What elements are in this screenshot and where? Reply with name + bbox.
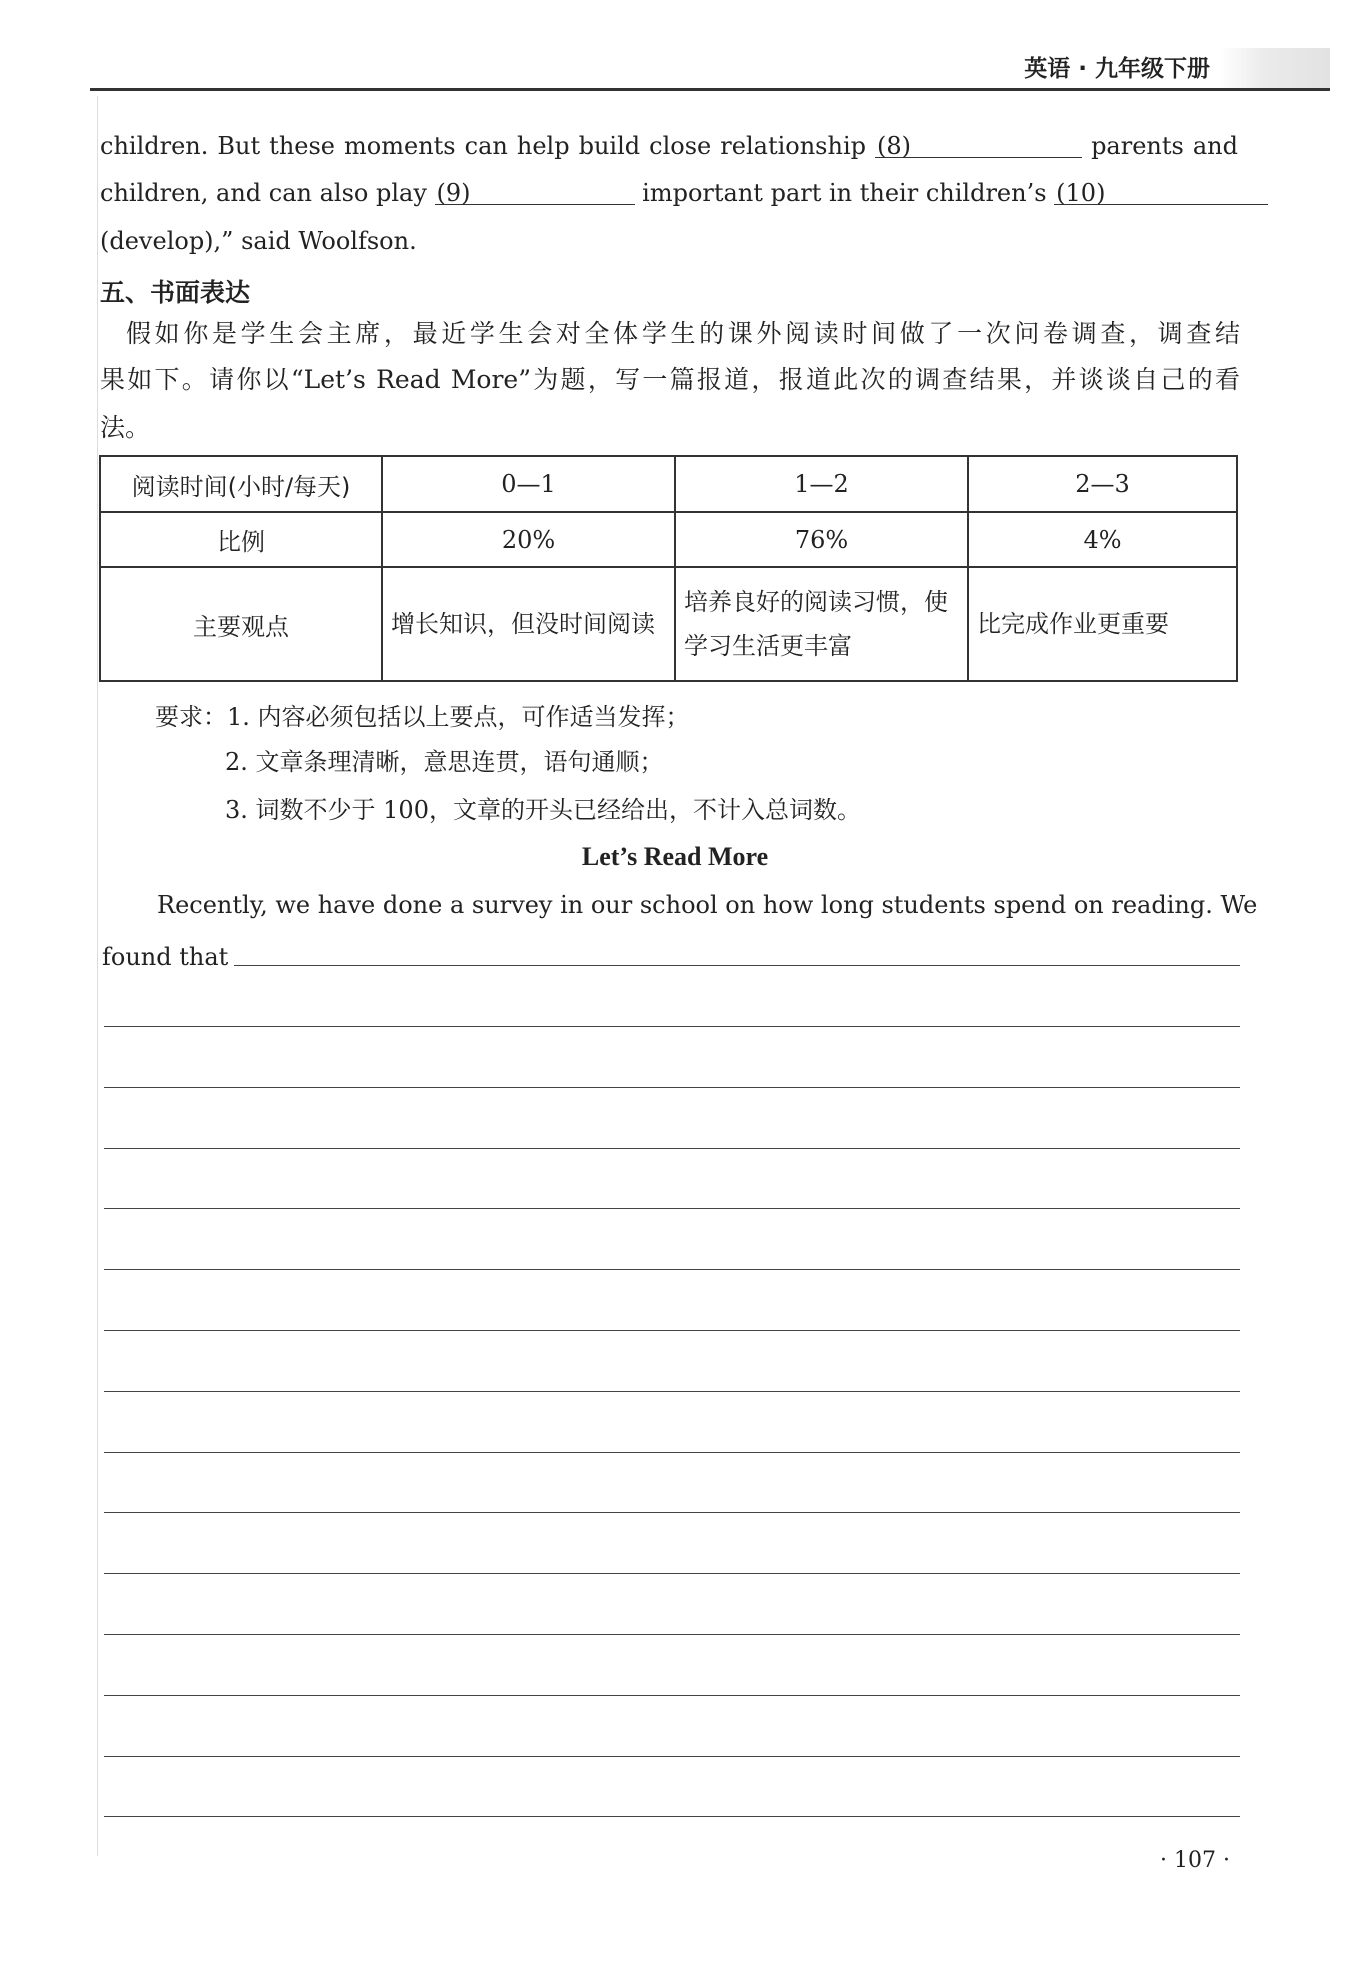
writing-line[interactable] — [104, 1269, 1240, 1270]
passage-text: children. But these moments can help build close relationship — [100, 132, 866, 160]
passage-text: important part in their children’s — [642, 179, 1047, 207]
passage-text: children, and can also play — [100, 179, 427, 207]
blank-10[interactable]: (10) — [1054, 176, 1268, 205]
book-title: 英语 · 九年级下册 — [1024, 56, 1210, 82]
column-header: 1—2 — [675, 456, 968, 512]
page-header — [90, 48, 1330, 90]
writing-line[interactable] — [104, 1634, 1240, 1635]
ratio-cell: 76% — [675, 512, 968, 567]
writing-line[interactable] — [104, 1087, 1240, 1088]
writing-line[interactable] — [104, 1208, 1240, 1209]
views-label-cell: 主要观点 — [100, 567, 382, 681]
writing-line[interactable] — [104, 1512, 1240, 1513]
header-rule — [90, 88, 1330, 91]
requirement-2: 2. 文章条理清晰，意思连贯，语句通顺； — [225, 748, 664, 776]
writing-line[interactable] — [104, 1148, 1240, 1149]
ratio-label-cell: 比例 — [100, 512, 382, 567]
prompt-line-1: 假如你是学生会主席，最近学生会对全体学生的课外阅读时间做了一次问卷调查，调查结 — [126, 319, 1240, 348]
view-cell: 培养良好的阅读习惯，使学习生活更丰富 — [675, 567, 968, 681]
writing-line[interactable] — [104, 1816, 1240, 1817]
column-header: 0—1 — [382, 456, 675, 512]
writing-line[interactable] — [234, 965, 1240, 966]
view-cell: 增长知识，但没时间阅读 — [382, 567, 675, 681]
time-header-cell: 阅读时间(小时/每天) — [100, 456, 382, 512]
essay-opening-line-2: found that — [102, 943, 229, 971]
table-row — [100, 456, 1237, 512]
margin-rule — [97, 96, 98, 1856]
essay-opening-line-1: Recently, we have done a survey in our school on how long students spend on reading. We — [157, 891, 1258, 919]
blank-9[interactable]: (9) — [435, 176, 635, 205]
writing-line[interactable] — [104, 1756, 1240, 1757]
writing-line[interactable] — [104, 1695, 1240, 1696]
passage-line-2 — [100, 176, 1238, 210]
requirement-1: 要求：1. 内容必须包括以上要点，可作适当发挥； — [155, 703, 690, 731]
writing-line[interactable] — [104, 1026, 1240, 1027]
blank-8[interactable]: (8) — [875, 129, 1082, 158]
page-number: · 107 · — [1160, 1848, 1230, 1873]
passage-line-3: (develop),” said Woolfson. — [100, 227, 417, 255]
table-row — [100, 567, 1237, 681]
prompt-line-2: 果如下。请你以“Let’s Read More”为题，写一篇报道，报道此次的调查结果，并谈谈自己的看 — [100, 365, 1240, 394]
writing-line[interactable] — [104, 1330, 1240, 1331]
ratio-cell: 4% — [968, 512, 1237, 567]
table-row — [100, 512, 1237, 567]
section-heading: 五、书面表达 — [100, 278, 251, 307]
passage-text: parents and — [1091, 132, 1238, 160]
writing-line[interactable] — [104, 1391, 1240, 1392]
writing-line[interactable] — [104, 1573, 1240, 1574]
passage-line-1 — [100, 129, 1238, 163]
survey-table — [99, 455, 1238, 682]
view-cell: 比完成作业更重要 — [968, 567, 1237, 681]
prompt-line-3: 法。 — [100, 413, 151, 442]
writing-line[interactable] — [104, 1452, 1240, 1453]
ratio-cell: 20% — [382, 512, 675, 567]
essay-title: Let’s Read More — [581, 842, 769, 871]
requirement-3: 3. 词数不少于 100，文章的开头已经给出，不计入总词数。 — [225, 796, 861, 824]
header-shading — [1220, 48, 1330, 88]
column-header: 2—3 — [968, 456, 1237, 512]
